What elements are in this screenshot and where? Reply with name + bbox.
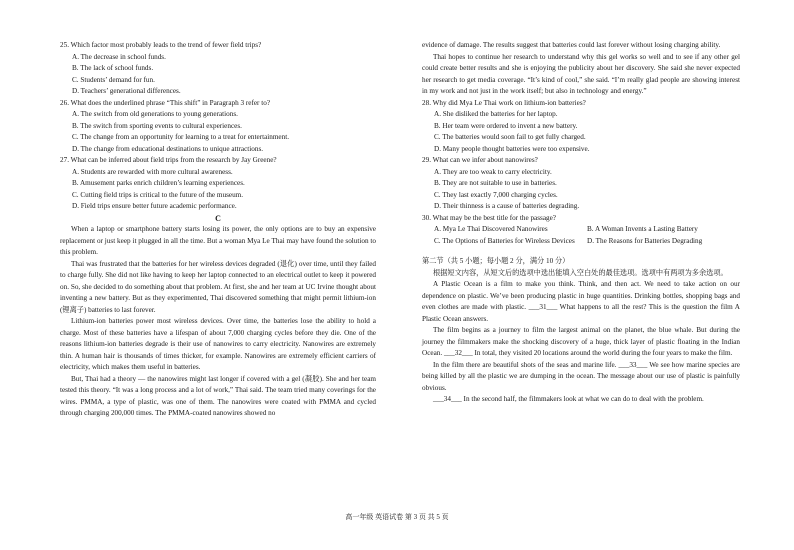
- passage-paragraph: But, Thai had a theory — the nanowires might last longer if covered with a gel (凝胶). She and her team tested this theory. “It was a long process and a lot of work,” Thai said. The team tried many coverings for the wires. PMMA, a type of plastic, was one of them. The nanowires were coated with PMMA and cycled through charging 200,000 times. The PMMA-coated nanowires showed no: [60, 374, 376, 417]
- spacer: [422, 247, 740, 256]
- question-stem: 26. What does the underlined phrase “This shift” in Paragraph 3 refer to?: [60, 98, 271, 107]
- question-stem: 28. Why did Mya Le Thai work on lithium-ion batteries?: [422, 98, 586, 107]
- passage-paragraph: Thai hopes to continue her research to understand why this gel works so well and to see if any other gel could create better results and she is enjoying the publicity about her discovery. She said she never expected her research to get media coverage. “It’s kind of cool,” she said. “I’m really glad people are showing interest in my work and not just in the work itself; but also in technology and energy.”: [422, 52, 740, 95]
- passage-paragraph: In the film there are beautiful shots of the seas and marine life. ___33___ We see how marine species are being killed by all the plastic we are dumping in the ocean. The message about our use of plastic is painfully obvious.: [422, 360, 740, 392]
- passage-paragraph: ___34___ In the second half, the filmmakers look at what we can do to deal with the problem.: [433, 395, 704, 403]
- answer-option: A. The decrease in school funds.: [72, 52, 166, 61]
- answer-option: D. Many people thought batteries were too expensive.: [434, 144, 590, 153]
- passage-paragraph: Thai was frustrated that the batteries for her wireless devices degraded (退化) over time, until they failed to charge fully. She did not like having to keep her laptop connected to an electrical outlet to keep it powered on. So, she decided to do something about that problem. At first, she and her team at UC Irvine thought about inventing a new battery. But as they experimented, Thai discovered something that might permit lithium-ion (锂离子) batteries to last forever.: [60, 259, 376, 314]
- answer-option: B. The switch from sporting events to cultural experiences.: [72, 121, 242, 130]
- passage-paragraph: When a laptop or smartphone battery starts losing its power, the only options are to buy an expensive replacement or just keep it plugged in all the time. But a woman Mya Le Thai may have found the solution to this problem.: [60, 225, 376, 256]
- answer-option: C. The change from an opportunity for learning to a treat for entertainment.: [72, 133, 290, 141]
- answer-option: D. Field trips ensure better future academic performance.: [72, 202, 237, 210]
- answer-option: D. Teachers’ generational differences.: [72, 87, 181, 95]
- option-row: [422, 224, 740, 236]
- option-text: C. The Options of Batteries for Wireless Devices: [434, 236, 575, 245]
- right-column: [422, 40, 740, 406]
- option-text: D. The Reasons for Batteries Degrading: [587, 236, 703, 245]
- answer-option: D. Their thinness is a cause of batteries degrading.: [434, 202, 580, 210]
- answer-option: C. They last exactly 7,000 charging cycles.: [434, 190, 558, 199]
- answer-option: A. Students are rewarded with more cultural awareness.: [72, 167, 233, 176]
- passage-paragraph: Lithium-ion batteries power most wireless devices. Over time, the batteries lose the ability to hold a charge. Most of these batteries have a lifespan of about 7,000 charging cycles before they die. One of the reasons lithium-ion batteries degrade is their use of nanowires to carry electricity. Nanowires are extremely thin. A human hair is thousands of times thicker, for example. Nanowires are extremely efficient carriers of electricity, which makes them useful in batteries.: [60, 317, 376, 371]
- question-stem: 29. What can we infer about nanowires?: [422, 156, 538, 164]
- answer-option: A. They are too weak to carry electricity.: [434, 167, 552, 176]
- option-text: B. A Woman Invents a Lasting Battery: [587, 225, 698, 233]
- question-stem: 第二节（共 5 小题；每小题 2 分，满分 10 分）: [422, 257, 570, 265]
- section-label: C: [215, 213, 221, 223]
- answer-option: B. The lack of school funds.: [72, 64, 154, 72]
- passage-paragraph: A Plastic Ocean is a film to make you think. Think, and then act. We need to take action on our dependence on plastic. We’ve been producing plastic in huge quantities. Drinking bottles, shopping bags and even clothes are made with plastic. ___31___ What happens to all the rest? This is the question the film A Plastic Ocean answers.: [422, 280, 740, 323]
- answer-option: A. She disliked the batteries for her laptop.: [434, 110, 558, 118]
- option-row: [422, 236, 740, 248]
- question-stem: 30. What may be the best title for the passage?: [422, 213, 556, 222]
- answer-option: A. The switch from old generations to young generations.: [72, 110, 238, 118]
- passage-paragraph: 根据短文内容，从短文后的选项中选出能填入空白处的最佳选项。选项中有两项为多余选项。: [433, 268, 728, 277]
- option-text: A. Mya Le Thai Discovered Nanowires: [434, 225, 548, 233]
- passage-paragraph: The film begins as a journey to film the largest animal on the planet, the blue whale. But during the journey the filmmakers make the shocking discovery of a huge, thick layer of plastic floating in the Indian Ocean. ___32___ In total, they visited 20 locations around the world during the four years to make the film.: [422, 326, 740, 357]
- answer-option: B. Her team were ordered to invent a new battery.: [434, 121, 578, 130]
- question-stem: 27. What can be inferred about field trips from the research by Jay Greene?: [60, 156, 277, 164]
- answer-option: C. Cutting field trips is critical to the future of the museum.: [72, 190, 244, 199]
- answer-option: D. The change from educational destinations to unique attractions.: [72, 144, 264, 153]
- left-column: [60, 40, 376, 420]
- question-stem: 25. Which factor most probably leads to the trend of fewer field trips?: [60, 41, 262, 49]
- page-footer: 高一年级 英语试卷 第 3 页 共 5 页: [345, 513, 449, 521]
- passage-paragraph: evidence of damage. The results suggest that batteries could last forever without losing charging ability.: [422, 41, 721, 49]
- answer-option: C. The batteries would soon fail to get fully charged.: [434, 133, 586, 141]
- answer-option: B. They are not suitable to use in batteries.: [434, 179, 557, 187]
- answer-option: C. Students’ demand for fun.: [72, 75, 155, 84]
- answer-option: B. Amusement parks enrich children’s learning experiences.: [72, 179, 245, 187]
